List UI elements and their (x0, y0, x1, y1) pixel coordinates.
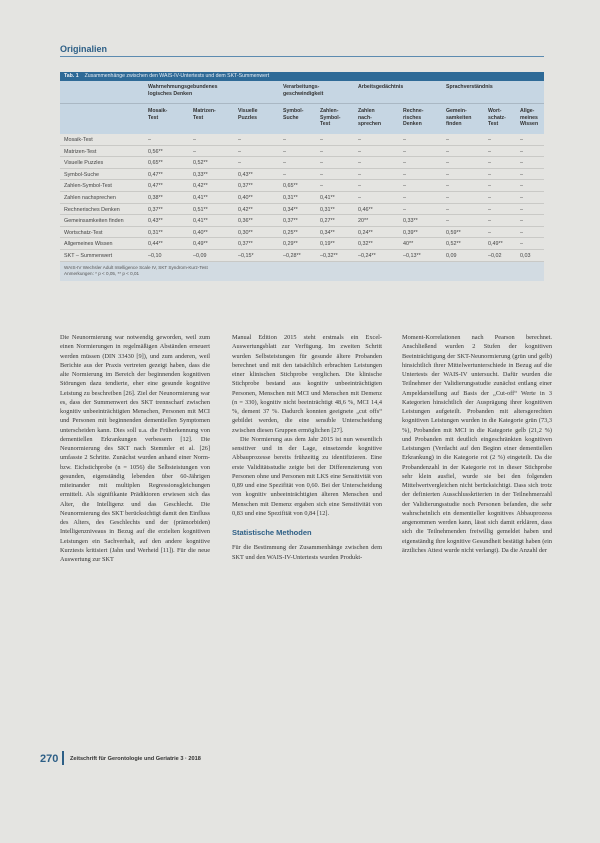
table-cell: –0,32** (320, 252, 338, 259)
text-column-3 (402, 333, 552, 555)
table-column-header (60, 103, 544, 134)
table-cell: 0,34** (320, 229, 335, 236)
table-cell: – (520, 183, 523, 190)
table-cell: – (520, 160, 523, 167)
table-cell: 0,37** (238, 241, 253, 248)
table-cell: – (320, 160, 323, 167)
table-cell: – (358, 194, 361, 201)
table-note: Anmerkungen: * p < 0,05, ** p < 0,01 (64, 270, 140, 276)
table-note: WAIS-IV Wechsler Adult Intelligence Scale IV, SKT Syndrom-Kurz-Test (64, 264, 208, 270)
table-cell: – (520, 229, 523, 236)
table-cell: – (520, 194, 523, 201)
table-row (60, 146, 544, 158)
column-header: Matrizen- Test (193, 108, 216, 121)
table-cell: – (446, 183, 449, 190)
column-header: Allge- meines Wissen (520, 108, 539, 127)
table-cell: – (320, 137, 323, 143)
table-cell: – (283, 160, 286, 167)
paragraph: Manual Edition 2015 steht erstmals ein Excel-Auswertungsblatt zur Verfügung. Im zweiten Schritt wurden Selbsteistungen für gesunde ältere Probanden berechnet und mit den tatsächlich erbrachten Leistungen einer klinischen Stichprobe verglichen. Die klinische Stichprobe bestand aus kognitiv unbeeinträchtigten Personen, Menschen mit MCI und Menschen mit Demenz (n = 330), kognitiv nicht beeinträchtigt 48,6 %, MCI 14,4 %, dement 37 %. Dadurch konnten geeignete „cut offs“ gebildet werden, die eine sensible Unterscheidung zwischen diesen Gruppen ermöglichen [27]. (232, 334, 382, 434)
table-cell: – (403, 148, 406, 155)
table-cell: –0,15* (238, 252, 254, 259)
table-group-header (60, 81, 544, 103)
table-cell: – (358, 160, 361, 167)
row-label: Allgemeines Wissen (64, 241, 113, 248)
table-cell: 0,31** (283, 194, 298, 201)
table-cell: – (358, 148, 361, 155)
table-cell: 40** (403, 241, 414, 248)
row-label: Zahlen-Symbol-Test (64, 183, 112, 190)
table-cell: 0,24** (358, 229, 373, 236)
table-cell: – (283, 148, 286, 155)
table-cell: 0,65** (148, 160, 163, 167)
table-cell: 0,47** (148, 183, 163, 190)
table-row (60, 204, 544, 216)
column-header: Gemein- samkeiten finden (446, 108, 472, 127)
table-cell: 0,41** (193, 194, 208, 201)
table-cell: 0,36** (238, 218, 253, 225)
table-row (60, 227, 544, 239)
row-label: SKT – Summenwert (64, 252, 113, 259)
header-rule (60, 56, 544, 57)
column-header: Wort- schatz- Test (488, 108, 506, 127)
table-cell: 0,37** (283, 218, 298, 225)
row-label: Wortschatz-Test (64, 229, 103, 236)
table-cell: – (488, 160, 491, 167)
row-label: Mosaik-Test (64, 137, 93, 143)
table-cell: –0,10 (148, 252, 162, 259)
table-cell: 0,43** (238, 171, 253, 178)
table-cell: – (403, 206, 406, 213)
table-cell: 0,52** (193, 160, 208, 167)
table-cell: –0,02 (488, 252, 502, 259)
page-number: 270 (40, 753, 59, 765)
table-cell: – (238, 160, 241, 167)
table-cell: 0,33** (403, 218, 418, 225)
table-cell: – (238, 148, 241, 155)
group-header: Arbeitsgedächtnis (358, 84, 404, 90)
row-label: Zahlen nachsprechen (64, 194, 116, 201)
table-cell: –0,09 (193, 252, 207, 259)
table-cell: 0,32** (358, 241, 373, 248)
column-header: Mosaik- Test (148, 108, 168, 121)
table-cell: 0,49** (488, 241, 503, 248)
table-cell: 0,47** (148, 171, 163, 178)
table-cell: 0,40** (238, 194, 253, 201)
table-cell: – (320, 183, 323, 190)
table-cell: – (358, 137, 361, 143)
table-notes (60, 262, 544, 281)
row-label: Matrizen-Test (64, 148, 97, 155)
table-cell: – (320, 171, 323, 178)
paragraph: Die Normierung aus dem Jahr 2015 ist nun wesentlich sensitiver und in der Lage, einsetzende kognitive Abbauprozesse bereits frühzeitig zu identifizieren. Eine erste Validitätsstudie zeigte bei der Differenzierung von Personen ohne und Personen mit LKS eine Sensitivität von 0,89 und eine Spezifität von 0,60. Bei der Unterscheidung von kognitiv unbeeinträchtigten älteren Menschen und Menschen mit Demenz ergaben sich eine Sensitivität von 0,83 und eine Spezifität von 0,84 [12]. (232, 435, 382, 517)
row-label: Rechnerisches Denken (64, 206, 120, 213)
row-label: Visuelle Puzzles (64, 160, 104, 167)
table-cell: 20** (358, 218, 369, 225)
group-header: Sprachverständnis (446, 84, 493, 90)
table-body (60, 134, 544, 262)
table-cell: 0,46** (358, 206, 373, 213)
table-cell: 0,37** (238, 183, 253, 190)
table-cell: 0,31** (148, 229, 163, 236)
table-cell: – (520, 241, 523, 248)
table-cell: – (446, 218, 449, 225)
table-cell: – (446, 160, 449, 167)
table-cell: – (520, 171, 523, 178)
table-cell: – (283, 171, 286, 178)
table-row (60, 134, 544, 146)
table-cell: – (403, 171, 406, 178)
table-cell: – (320, 148, 323, 155)
table-cell: – (488, 206, 491, 213)
table-cell: – (488, 229, 491, 236)
table-row (60, 238, 544, 250)
table-cell: –0,24** (358, 252, 376, 259)
table-cell: – (520, 218, 523, 225)
column-header: Symbol- Suche (283, 108, 304, 121)
section-heading: Statistische Methoden (232, 528, 312, 537)
table-cell: 0,38** (148, 194, 163, 201)
table-cell: 0,51** (193, 206, 208, 213)
table-cell: 0,42** (193, 183, 208, 190)
table-cell: – (148, 137, 151, 143)
column-header: Zahlen- Symbol- Test (320, 108, 341, 127)
table-cell: 0,25** (283, 229, 298, 236)
paragraph: Die Neunormierung war notwendig geworden, weil zum einen Normierungen in regelmäßigen Abständen erneuert werden müssen (DIN 33430 [9]), und zum anderen, weil Berichte aus der Praxis vertreten gezeigt haben, dass die alte Normierung im Bereich der beginnenden kognitiven Störungen dazu tendierte, eher eine gesunde kognitive Leistung zu beschreiben [26]. Ziel der Neunormierung war es, dass der Summenwert des SKT trennscharf zwischen kognitiv unbeeinträchtigten Menschen, Personen mit MCI und Personen mit beginnenden dementiellen Symptomen unterscheiden kann. Dies soll u.a. die Früherkennung von dementiellen Erkrankungen verbessern [12]. Die Neunormierung des SKT nach Stemmler et al. [26] umfasste 2 Schritte. Zunächst wurden anhand einer Norm-bzw. Eichstichprobe (n = 1056) die Selbsteistungen von gesunden, eigenständig lebenden über 60-Jährigen miteinander mit multiplen Regressionsgleichungen ermittelt. Als signifikante Prädiktoren erwiesen sich das Alter, die Intelligenz und das Geschlecht. Die Neunormierung des SKT berücksichtigt damit den Einfluss des Alters, des Geschlechts und der (prämorbiden) Intelligenzniveaus in Bezug auf die erzielten kognitiven Leistungen ein Sachverhalt, auf den andere kognitive Kurztests kritisiert (Jahn und Werheid [11]). Für die neue Auswertung zur SKT (60, 334, 210, 563)
table-cell: –0,28** (283, 252, 301, 259)
table-cell: – (358, 171, 361, 178)
table-cell: – (520, 206, 523, 213)
table-cell: 0,30** (238, 229, 253, 236)
table-row (60, 192, 544, 204)
table-cell: – (446, 194, 449, 201)
table-cell: 0,27** (320, 218, 335, 225)
table-cell: – (446, 206, 449, 213)
table-cell: – (520, 148, 523, 155)
table-cell: 0,49** (193, 241, 208, 248)
table-cell: 0,44** (148, 241, 163, 248)
table-cell: 0,41** (193, 218, 208, 225)
table-cell: 0,33** (193, 171, 208, 178)
group-header: Verarbeitungs- geschwindigkeit (283, 84, 324, 97)
group-header: Wahrnehmungsgebundenes logisches Denken (148, 84, 218, 97)
text-column-2 (232, 333, 382, 562)
journal-title: Zeitschrift für Gerontologie und Geriatrie 3 · 2018 (70, 756, 201, 762)
section-label: Originalien (60, 44, 108, 54)
table-cell: 0,09 (446, 252, 457, 259)
table-cell: – (403, 194, 406, 201)
table-cell: – (403, 160, 406, 167)
table-cell: – (403, 183, 406, 190)
table-cell: – (238, 137, 241, 143)
table-cell: 0,40** (193, 229, 208, 236)
table-cell: 0,34** (283, 206, 298, 213)
column-header: Visuelle Puzzles (238, 108, 258, 121)
table-cell: 0,29** (283, 241, 298, 248)
footer-divider (62, 751, 64, 765)
table-caption-text: Zusammenhänge zwischen den WAIS-IV-Untertests und dem SKT-Summenwert (84, 73, 270, 79)
table-cell: 0,31** (320, 206, 335, 213)
table-cell: 0,43** (148, 218, 163, 225)
table-cell: 0,37** (148, 206, 163, 213)
table-caption (60, 72, 544, 81)
text-column-1 (60, 333, 210, 564)
row-label: Gemeinsamkeiten finden (64, 218, 124, 225)
table-cell: 0,39** (403, 229, 418, 236)
table-row (60, 169, 544, 181)
table-cell: 0,03 (520, 252, 531, 259)
paragraph: Moment-Korrelationen nach Pearson berechnet. Anschließend wurden 2 Stufen der kognitiven Beeinträchtigung der SKT-Neunormierung (grün und gelb) hinsichtlich ihrer Mittelwertunterschiede in Bezug auf die Untertests der WAIS-IV untersucht. Dafür wurden die Teilnehmer der Validierungsstudie zunächst entlang einer Ampeldarstellung auf Basis der „Cut-off“ Werte in 3 Kategorien hinsichtlich der Ausprägung ihrer kognitiven Leistungen aufgeteilt. Probanden mit altersgerechten kognitiven Leistungen wurden in die Kategorie grün (73,3 %), Probanden mit MCI in die Kategorie gelb (21,2 %) und Probanden mit deutlich eingeschränkten kognitiven Leistungen (Verdacht auf den Beginn einer dementiellen Erkrankung) in die Kategorie rot (2 %) eingeteilt. Da die Probandenzahl in der Kategorie rot in dieser Stichprobe sehr klein ausfiel, wurde sie bei den folgenden Mittelwertvergleichen nicht berücksichtigt. Dass sich trotz der definierten Ausschlusskriterien in der Teilnehmerzahl der Validierungsstudie noch Personen befanden, die sehr wahrscheinlich ein dementieller kognitives Abbauprozess angenommen werden kann, lässt sich damit erklären, dass sich die Teilnehmenden freiwillig gemeldet haben und eigenständig ihre kognitive Gesundheit bestätigt haben (ein ärztliches Attest wurde nicht verlangt). Da die Anzahl der (402, 334, 552, 554)
table-cell: – (283, 137, 286, 143)
table-cell: – (488, 183, 491, 190)
table-cell: – (488, 137, 491, 143)
table-cell: – (488, 148, 491, 155)
table-cell: – (446, 148, 449, 155)
table-cell: – (520, 137, 523, 143)
table-cell: – (488, 171, 491, 178)
table-cell: – (403, 137, 406, 143)
table-cell: 0,56** (148, 148, 163, 155)
table-cell: – (193, 137, 196, 143)
table-cell: 0,42** (238, 206, 253, 213)
table-row (60, 180, 544, 192)
paragraph: Für die Bestimmung der Zusammenhänge zwischen dem SKT und den WAIS-IV-Untertests wurden Produkt- (232, 544, 382, 561)
table-cell: – (358, 183, 361, 190)
table-row (60, 157, 544, 169)
table-cell: – (488, 194, 491, 201)
table-cell: 0,19** (320, 241, 335, 248)
table-cell: 0,65** (283, 183, 298, 190)
column-header: Rechne- risches Denken (403, 108, 424, 127)
table-cell: –0,13** (403, 252, 421, 259)
table-cell: 0,59** (446, 229, 461, 236)
correlation-table (60, 72, 544, 281)
table-cell: – (446, 171, 449, 178)
column-header: Zahlen nach- sprechen (358, 108, 382, 127)
table-cell: – (193, 148, 196, 155)
table-cell: 0,52** (446, 241, 461, 248)
table-cell: – (488, 218, 491, 225)
table-cell: 0,41** (320, 194, 335, 201)
table-cell: – (446, 137, 449, 143)
row-label: Symbol-Suche (64, 171, 100, 178)
table-row (60, 215, 544, 227)
table-number: Tab. 1 (64, 73, 79, 79)
table-row (60, 250, 544, 262)
